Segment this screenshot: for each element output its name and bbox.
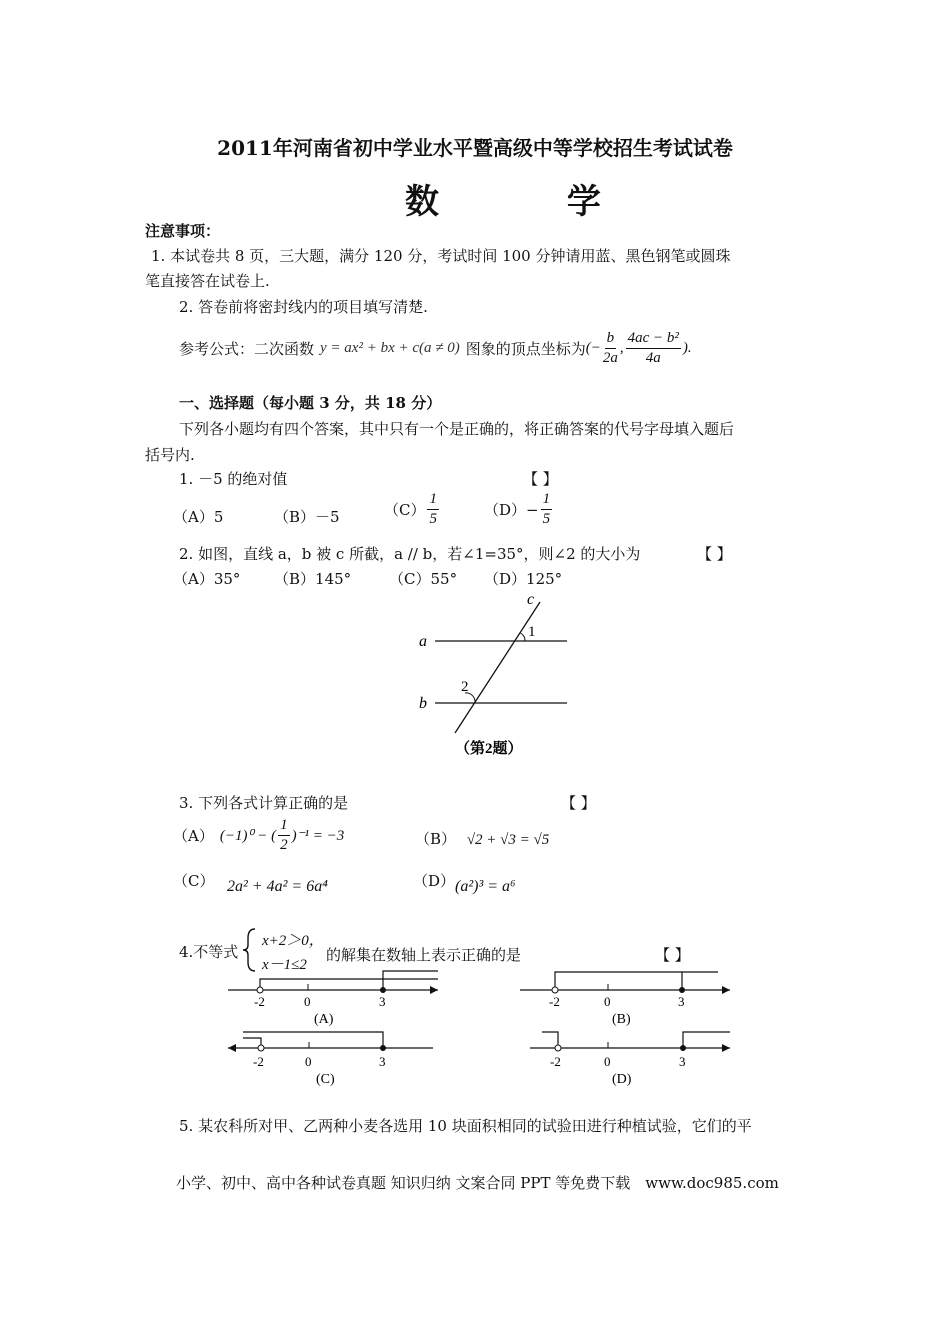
number-line-option-a <box>228 964 448 1030</box>
section-1-intro-line-2: 括号内. <box>145 446 195 464</box>
option-label: (A) <box>314 1012 334 1027</box>
number-line-option-b <box>520 964 742 1030</box>
open-dot <box>555 1045 561 1051</box>
question-1-option-c-fraction <box>427 490 439 529</box>
question-3-option-d-expr: (a²)³ = a⁶ <box>455 878 516 895</box>
vertex-close: ). <box>682 339 692 356</box>
vertex-x-fraction <box>603 329 618 368</box>
denominator: 5 <box>429 510 437 527</box>
question-3-option-a <box>173 816 344 855</box>
tick-label: 3 <box>379 994 386 1009</box>
tick-label: -2 <box>550 1054 561 1069</box>
notice-item-2: 2. 答卷前将密封线内的项目填写清楚. <box>179 298 428 316</box>
label-angle-1: 1 <box>528 624 536 640</box>
tick-label: 0 <box>604 1054 611 1069</box>
figure-caption: （第2题） <box>455 741 523 757</box>
option-label: (D) <box>612 1072 632 1087</box>
tick-label: -2 <box>549 994 560 1009</box>
question-3-option-b-label: （B） <box>415 830 457 848</box>
vertex-separator: , <box>619 339 624 356</box>
numerator: 1 <box>278 816 290 836</box>
question-4-stem-prefix: 4.不等式 <box>179 943 239 961</box>
label-angle-2: 2 <box>461 679 469 695</box>
question-3-option-b-expr: √2 + √3 = √5 <box>466 832 550 848</box>
line-c <box>455 602 540 733</box>
question-2-stem: 2. 如图，直线 a，b 被 c 所截，a // b，若∠1=35°，则∠2 的大小为 <box>179 545 641 563</box>
angle-1-arc <box>521 633 526 641</box>
subject-title: 数 学 <box>405 182 659 222</box>
open-dot <box>552 987 558 993</box>
numerator: 1 <box>427 490 439 510</box>
tick-label: 0 <box>604 994 611 1009</box>
question-2-option-a: （A）35° <box>173 570 241 588</box>
question-1-option-d <box>484 490 554 529</box>
tick-label: -2 <box>254 994 265 1009</box>
parallel-lines-figure <box>405 588 585 763</box>
closed-dot <box>380 1045 386 1051</box>
question-3-option-a-fraction <box>278 816 290 855</box>
question-1-option-d-fraction <box>541 490 553 529</box>
question-3-option-a-expr-left: (−1)⁰ − ( <box>219 827 277 844</box>
solution-bracket-b <box>555 972 718 990</box>
option-label: (B) <box>612 1012 631 1027</box>
question-2-option-d: （D）125° <box>484 570 563 588</box>
label-b: b <box>419 695 427 712</box>
section-1-intro-line-1: 下列各小题均有四个答案，其中只有一个是正确的，将正确答案的代号字母填入题后 <box>179 420 735 438</box>
question-3-option-c <box>173 870 214 891</box>
question-5-stem: 5. 某农科所对甲、乙两种小麦各选用 10 块面积相同的试验田进行种植试验，它们的平 <box>179 1117 752 1135</box>
question-3-option-c-label: （C） <box>173 872 215 890</box>
notice-item-1-line-1: 1. 本试卷共 8 页，三大题，满分 120 分，考试时间 100 分钟请用蓝、黑色钢笔或圆珠 <box>151 247 731 265</box>
question-2-option-c: （C）55° <box>389 570 458 588</box>
tick-label: 3 <box>679 1054 686 1069</box>
tick-label: 0 <box>304 994 311 1009</box>
question-1-option-d-label: （D）− <box>484 500 539 519</box>
formula-prefix: 参考公式：二次函数 <box>179 339 315 358</box>
question-3-option-d-label: （D） <box>413 872 456 890</box>
vertex-y-numerator: 4ac − b² <box>626 329 681 349</box>
question-1-option-b: （B）－5 <box>274 508 340 526</box>
denominator: 5 <box>542 510 551 527</box>
solution-bracket-c <box>243 1032 383 1048</box>
label-a: a <box>419 633 427 650</box>
number-line-option-c <box>228 1026 450 1092</box>
page-footer: 小学、初中、高中各种试卷真题 知识归纳 文案合同 PPT 等免费下载 www.doc985.com <box>176 1174 779 1192</box>
question-3-stem: 3. 下列各式计算正确的是 <box>179 794 349 812</box>
inequality-1: x+2＞0， <box>262 933 324 949</box>
number-line-option-d <box>530 1026 742 1092</box>
vertex-x-numerator: b <box>605 329 617 349</box>
denominator: 2 <box>280 836 288 853</box>
closed-dot <box>679 987 685 993</box>
question-1-option-c-label: （C） <box>384 500 426 519</box>
label-c: c <box>527 591 535 608</box>
exam-title: 2011年河南省初中学业水平暨高级中等学校招生考试试卷 <box>217 136 733 160</box>
closed-dot <box>680 1045 686 1051</box>
question-4-stem-suffix: 的解集在数轴上表示正确的是 <box>326 946 522 964</box>
vertex-open: (− <box>585 339 601 356</box>
question-3-option-c-expr: 2a² + 4a² = 6a⁴ <box>227 878 328 895</box>
vertex-y-denominator: 4a <box>645 349 661 366</box>
vertex-x-denominator: 2a <box>602 349 618 366</box>
question-1-stem: 1. －5 的绝对值 <box>179 470 288 488</box>
question-2-option-b: （B）145° <box>274 570 352 588</box>
open-dot <box>257 987 263 993</box>
solution-bracket-a <box>260 979 438 990</box>
question-3-option-a-expr-right: )⁻¹ = −3 <box>291 827 345 844</box>
question-3-option-b <box>415 828 549 849</box>
tick-label: 0 <box>305 1054 312 1069</box>
option-label: (C) <box>316 1072 335 1087</box>
closed-dot <box>380 987 386 993</box>
quadratic-function-expression: y = ax² + bx + c(a ≠ 0) <box>320 339 460 356</box>
question-4-answer-bracket: 【 】 <box>655 946 690 964</box>
question-3-option-d <box>413 870 455 891</box>
question-1-option-a: （A）5 <box>173 508 224 526</box>
section-1-heading: 一、选择题（每小题 3 分，共 18 分） <box>179 394 442 412</box>
tick-label: 3 <box>678 994 685 1009</box>
tick-label: 3 <box>379 1054 386 1069</box>
reference-formula <box>179 329 692 368</box>
question-3-option-a-label: （A） <box>173 826 214 845</box>
question-1-option-c <box>384 490 441 529</box>
numerator: 1 <box>541 490 553 510</box>
question-3-answer-bracket: 【 】 <box>561 794 596 812</box>
formula-mid-text: 图象的顶点坐标为 <box>465 339 586 358</box>
open-dot <box>258 1045 264 1051</box>
notice-heading: 注意事项： <box>145 222 221 240</box>
notice-item-1-line-2: 笔直接答在试卷上. <box>145 272 270 290</box>
vertex-y-fraction <box>626 329 681 368</box>
question-1-answer-bracket: 【 】 <box>523 470 558 488</box>
inequality-2: x－1≤2 <box>262 957 307 973</box>
tick-label: -2 <box>253 1054 264 1069</box>
question-2-answer-bracket: 【 】 <box>697 545 732 563</box>
